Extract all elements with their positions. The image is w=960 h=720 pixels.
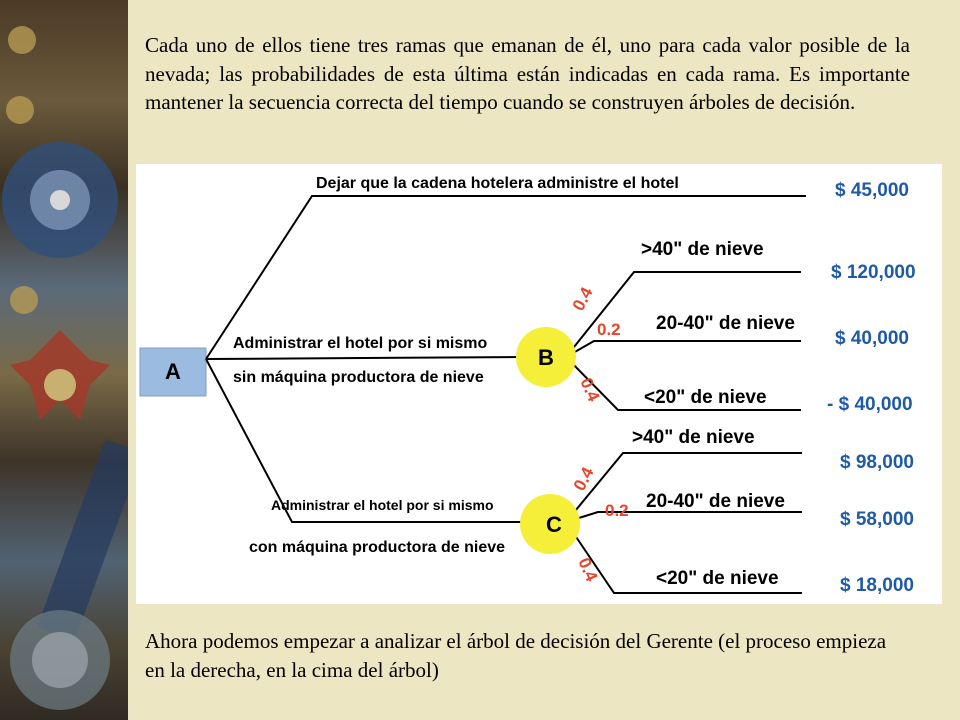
closing-paragraph: Ahora podemos empezar a analizar el árbol de decisión del Gerente (el proceso empieza en la derecha, en la cima del árbol) xyxy=(145,629,887,682)
c-payoff-1: $ 98,000 xyxy=(840,452,914,473)
branch-top-label: Dejar que la cadena hotelera administre el hotel xyxy=(316,175,679,192)
c-payoff-3: $ 18,000 xyxy=(840,575,914,596)
c-prob-3: 0.4 xyxy=(574,554,602,585)
c-outcome-1-label: >40" de nieve xyxy=(632,427,755,448)
c-outcome-3-label: <20" de nieve xyxy=(656,568,779,589)
intro-paragraph: Cada uno de ellos tiene tres ramas que emanan de él, uno para cada valor posible de la nevada; las probabilidades de esta última están indicadas en cada rama. Es importante mantener la secuencia correcta del tiempo cuando se construyen árboles de decisión. xyxy=(145,33,910,115)
c-payoff-2: $ 58,000 xyxy=(840,509,914,530)
branch-mid-label-1: Administrar el hotel por si mismo xyxy=(233,335,488,352)
payoff-top: $ 45,000 xyxy=(835,180,909,201)
c-prob-1: 0.4 xyxy=(569,464,598,494)
node-c-label: C xyxy=(546,512,562,537)
branch-low-label-2: con máquina productora de nieve xyxy=(249,539,506,556)
decorative-medal-image xyxy=(0,0,128,720)
b-branch-2-line xyxy=(566,341,801,357)
b-prob-3: 0.4 xyxy=(576,374,604,405)
b-prob-2: 0.2 xyxy=(597,320,621,339)
branch-mid-line xyxy=(206,357,521,359)
root-label: A xyxy=(165,359,181,384)
decision-tree-diagram xyxy=(136,164,942,604)
branch-low-label-1: Administrar el hotel por si mismo xyxy=(271,497,494,513)
b-outcome-1-label: >40" de nieve xyxy=(641,239,764,260)
b-prob-1: 0.4 xyxy=(568,284,597,314)
b-payoff-1: $ 120,000 xyxy=(831,262,916,283)
b-payoff-3: - $ 40,000 xyxy=(827,394,913,415)
b-outcome-2-label: 20-40" de nieve xyxy=(656,313,795,334)
c-prob-2: 0.2 xyxy=(605,501,629,520)
b-outcome-3-label: <20" de nieve xyxy=(644,387,767,408)
c-outcome-2-label: 20-40" de nieve xyxy=(646,491,785,512)
branch-mid-label-2: sin máquina productora de nieve xyxy=(233,369,484,386)
b-payoff-2: $ 40,000 xyxy=(835,328,909,349)
node-b-label: B xyxy=(538,345,554,370)
c-branch-2-line xyxy=(566,512,802,522)
